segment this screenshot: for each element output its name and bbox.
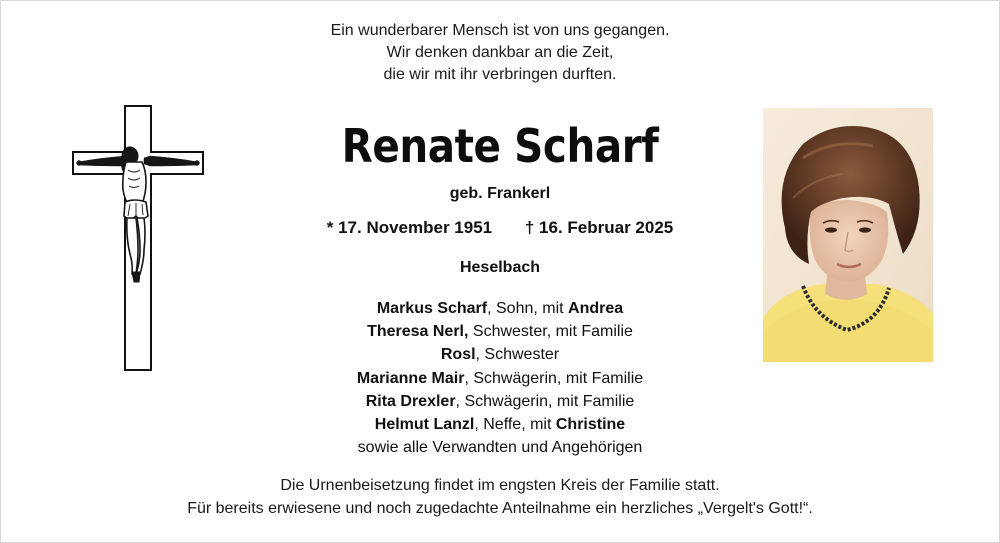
intro-text [230,20,770,86]
mourner-name: Marianne Mair [356,369,465,387]
closing-line: Für bereits erwiesene und noch zugedachte Anteilnahme ein herzliches „Vergelt's Gott!“. [187,500,813,517]
mourner-relation: , Neffe, mit [474,416,556,434]
mourner-line [230,343,770,366]
mourner-relation: Schwester, mit Familie [468,323,633,341]
life-dates [230,218,770,238]
mourner-name: Helmut Lanzl [374,416,475,434]
mourner-line [230,297,770,320]
mourner-line [230,413,770,436]
mourner-name: Rosl [440,346,476,364]
mourner-relation: , Sohn, mit [487,300,569,317]
mourner-relation: , Schwägerin, mit Familie [455,392,635,410]
mourner-partner: Christine [555,416,626,434]
crucifix-icon [70,104,206,372]
closing-text [100,474,900,520]
mourner-relation: , Schwester [475,346,560,364]
mourner-relation: , Schwägerin, mit Familie [464,369,644,387]
closing-line: Die Urnenbeisetzung findet im engsten Kreis der Familie statt. [280,477,720,494]
mourner-line [230,390,770,413]
deceased-name: Renate Scharf [341,119,659,173]
mourner-line [230,320,770,343]
mourner-name: Markus Scharf [376,300,488,317]
intro-line: Ein wunderbarer Mensch ist von uns gegangen. [330,22,670,39]
mourner-partner: Andrea [568,300,624,317]
maiden-name: geb. Frankerl [449,185,551,202]
mourner-name: Rita Drexler [365,392,456,410]
mourners-list [230,297,770,459]
intro-line: Wir denken dankbar an die Zeit, [386,44,614,61]
mourner-line [230,367,770,390]
portrait-photo [763,108,933,362]
mourner-name: Theresa Nerl, [367,323,469,341]
mourners-footer: sowie alle Verwandten und Angehörigen [357,439,643,457]
intro-line: die wir mit ihr verbringen durften. [383,66,617,83]
birth-date: * 17. November 1951 [326,218,493,237]
home-place: Heselbach [459,259,541,276]
death-date: † 16. Februar 2025 [524,218,674,237]
